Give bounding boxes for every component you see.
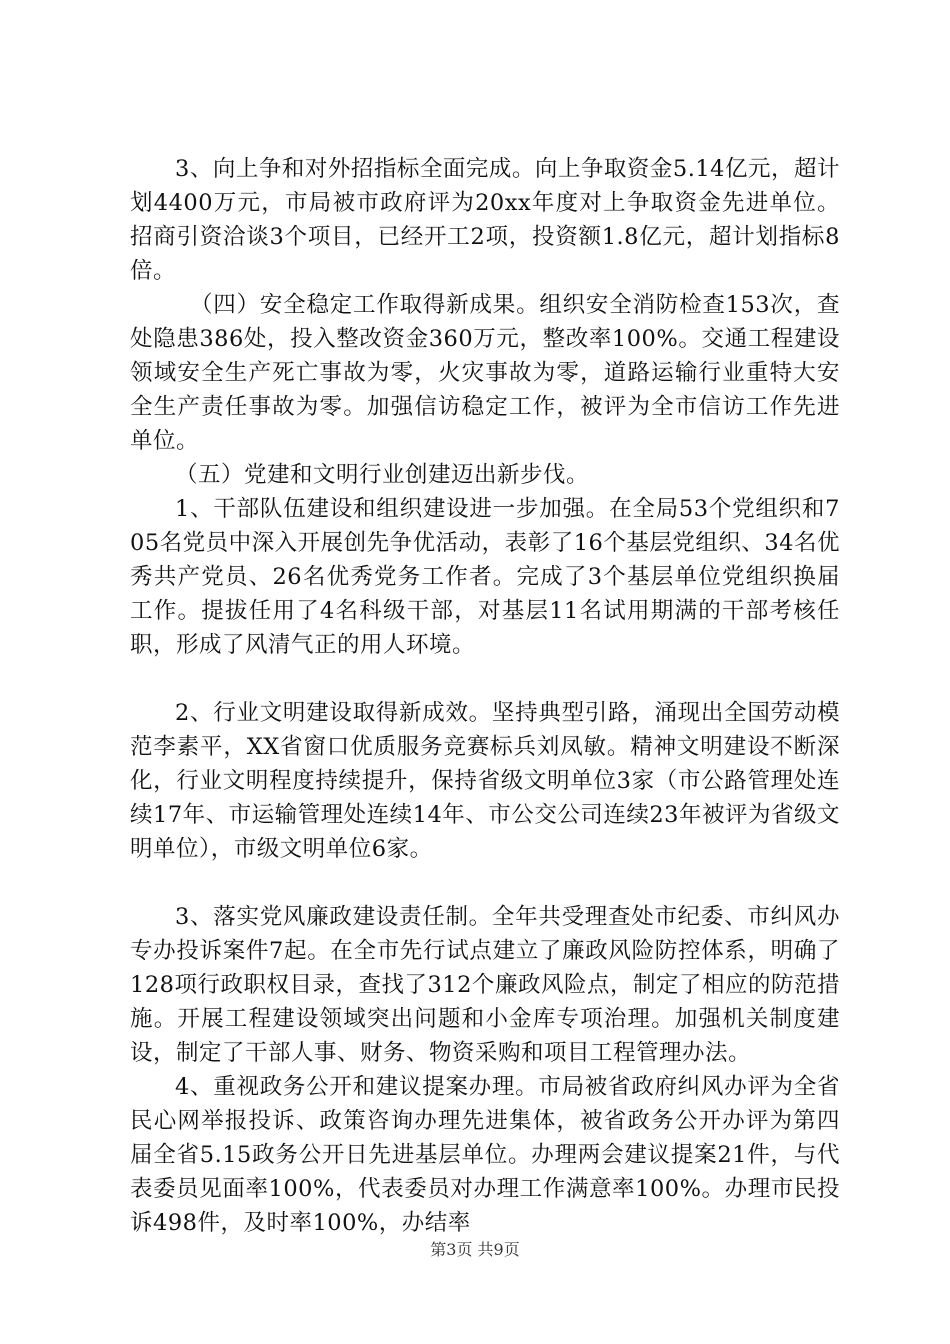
paragraph-government-affairs: 4、重视政务公开和建议提案办理。市局被省政府纠风办评为全省民心网举报投诉、政策咨询办理先进集体，被省政务公开办评为第四届全省5.15政务公开日先进基层单位。办理两会建议提案21件，与代表委员见面率100%，代表委员对办理工作满意率100%。办理市民投诉498件，及时率100%，办结率	[130, 1074, 840, 1236]
paragraph-industry-civilization: 2、行业文明建设取得新成效。坚持典型引路，涌现出全国劳动模范李素平，XX省窗口优质服务竞赛标兵刘凤敏。精神文明建设不断深化，行业文明程度持续提升，保持省级文明单位3家（市公路管理处连续17年、市运输管理处连续14年、市公交公司连续23年被评为省级文明单位），市级文明单位6家。	[130, 700, 840, 862]
paragraph-spacer	[130, 662, 840, 696]
page-number-footer: 第3页 共9页	[430, 1240, 520, 1259]
section-heading-party-building: （五）党建和文明行业创建迈出新步伐。	[175, 462, 590, 488]
paragraph-cadre-team: 1、干部队伍建设和组织建设进一步加强。在全局53个党组织和705名党员中深入开展创先争优活动，表彰了16个基层党组织、34名优秀共产党员、26名优秀党务工作者。完成了3个基层单位党组织换届工作。提拔任用了4名科级干部，对基层11名试用期满的干部考核任职，形成了风清气正的用人环境。	[130, 496, 840, 658]
document-body	[130, 152, 840, 1240]
paragraph-safety-stability: （四）安全稳定工作取得新成果。组织安全消防检查153次，查处隐患386处，投入整改资金360万元，整改率100%。交通工程建设领域安全生产死亡事故为零，火灾事故为零，道路运输行业重特大安全生产责任事故为零。加强信访稳定工作，被评为全市信访工作先进单位。	[130, 292, 840, 454]
paragraph-clean-government: 3、落实党风廉政建设责任制。全年共受理查处市纪委、市纠风办专办投诉案件7起。在全市先行试点建立了廉政风险防控体系，明确了128项行政职权目录，查找了312个廉政风险点，制定了相应的防范措施。开展工程建设领域突出问题和小金库专项治理。加强机关制度建设，制定了干部人事、财务、物资采购和项目工程管理办法。	[130, 904, 840, 1066]
paragraph-upward-funding: 3、向上争和对外招指标全面完成。向上争取资金5.14亿元，超计划4400万元，市局被市政府评为20xx年度对上争取资金先进单位。招商引资洽谈3个项目，已经开工2项，投资额1.8亿元，超计划指标8倍。	[130, 156, 840, 284]
paragraph-spacer	[130, 866, 840, 900]
